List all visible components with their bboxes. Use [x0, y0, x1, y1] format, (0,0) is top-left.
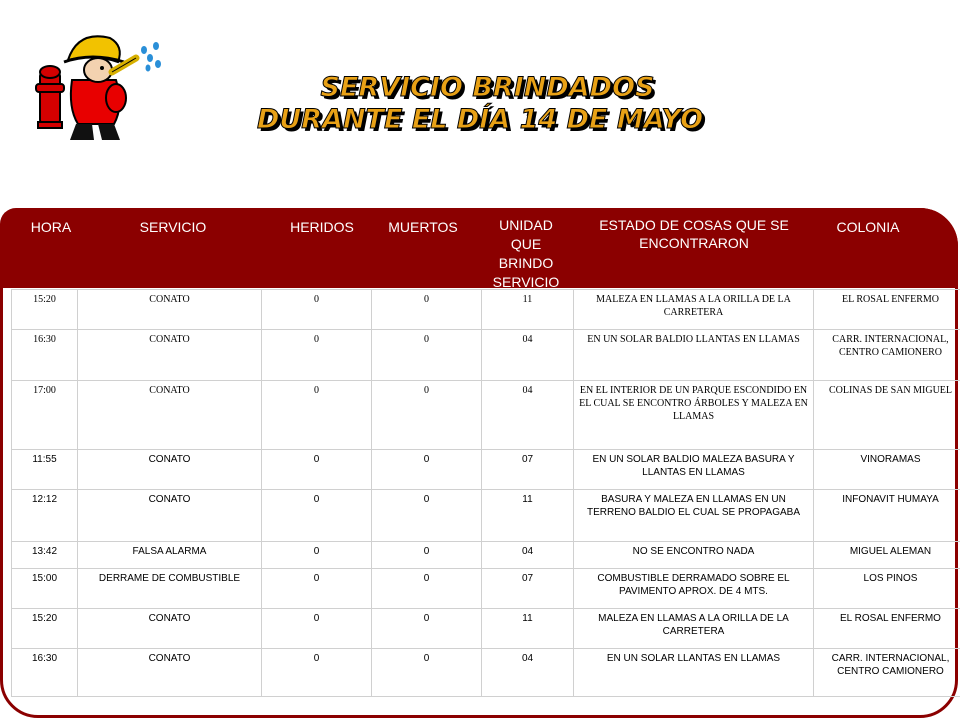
cell-hora: 12:12 [12, 490, 78, 542]
cell-colonia: MIGUEL ALEMAN [814, 542, 960, 569]
cell-heridos: 0 [262, 330, 372, 381]
services-table [11, 289, 960, 697]
table-row [12, 290, 960, 330]
cell-unidad: 07 [482, 569, 574, 609]
cell-colonia: CARR. INTERNACIONAL, CENTRO CAMIONERO [814, 330, 960, 381]
cell-heridos: 0 [262, 569, 372, 609]
header-unidad-line-2: QUE [510, 236, 542, 252]
cell-servicio: CONATO [78, 490, 262, 542]
table-row [12, 490, 960, 542]
cell-muertos: 0 [372, 609, 482, 649]
cell-heridos: 0 [262, 290, 372, 330]
cell-colonia: CARR. INTERNACIONAL, CENTRO CAMIONERO [814, 649, 960, 697]
table-row [12, 542, 960, 569]
cell-estado: MALEZA EN LLAMAS A LA ORILLA DE LA CARRETERA [574, 609, 814, 649]
cell-muertos: 0 [372, 330, 482, 381]
cell-hora: 17:00 [12, 381, 78, 450]
cell-unidad: 04 [482, 649, 574, 697]
header-colonia: COLONIA [836, 219, 900, 235]
cell-unidad: 04 [482, 381, 574, 450]
table-row [12, 649, 960, 697]
cell-estado: MALEZA EN LLAMAS A LA ORILLA DE LA CARRETERA [574, 290, 814, 330]
header-unidad [486, 216, 566, 292]
header-unidad-line-3: BRINDO [498, 255, 554, 271]
cell-heridos: 0 [262, 649, 372, 697]
cell-servicio: CONATO [78, 609, 262, 649]
header-heridos: HERIDOS [290, 219, 354, 235]
cell-colonia: LOS PINOS [814, 569, 960, 609]
cell-muertos: 0 [372, 649, 482, 697]
cell-hora: 11:55 [12, 450, 78, 490]
cell-servicio: CONATO [78, 450, 262, 490]
cell-muertos: 0 [372, 381, 482, 450]
header-muertos: MUERTOS [388, 219, 458, 235]
title-line-1: SERVICIO BRINDADOS [320, 72, 655, 103]
header-estado-line-1: ESTADO DE COSAS QUE SE [599, 217, 789, 233]
header-servicio: SERVICIO [139, 219, 207, 235]
cell-heridos: 0 [262, 381, 372, 450]
cell-muertos: 0 [372, 490, 482, 542]
header-estado-line-2: ENCONTRARON [639, 235, 749, 251]
table-header [0, 208, 958, 288]
cell-unidad: 11 [482, 490, 574, 542]
table-row [12, 450, 960, 490]
cell-servicio: CONATO [78, 381, 262, 450]
cell-estado: BASURA Y MALEZA EN LLAMAS EN UN TERRENO BALDIO EL CUAL SE PROPAGABA [574, 490, 814, 542]
cell-unidad: 04 [482, 330, 574, 381]
table-row [12, 609, 960, 649]
cell-muertos: 0 [372, 450, 482, 490]
cell-servicio: CONATO [78, 330, 262, 381]
page-title [200, 72, 760, 136]
cell-unidad: 11 [482, 290, 574, 330]
cell-muertos: 0 [372, 290, 482, 330]
cell-hora: 15:20 [12, 290, 78, 330]
cell-hora: 13:42 [12, 542, 78, 569]
cell-estado: EN UN SOLAR LLANTAS EN LLAMAS [574, 649, 814, 697]
cell-heridos: 0 [262, 542, 372, 569]
table-row [12, 330, 960, 381]
header-unidad-line-1: UNIDAD [499, 217, 553, 233]
cell-muertos: 0 [372, 542, 482, 569]
header-unidad-line-4: SERVICIO [492, 274, 560, 290]
cell-colonia: INFONAVIT HUMAYA [814, 490, 960, 542]
header-estado [572, 216, 816, 252]
cell-colonia: VINORAMAS [814, 450, 960, 490]
cell-hora: 15:00 [12, 569, 78, 609]
cell-estado: NO SE ENCONTRO NADA [574, 542, 814, 569]
cell-hora: 16:30 [12, 649, 78, 697]
cell-colonia: EL ROSAL ENFERMO [814, 290, 960, 330]
cell-heridos: 0 [262, 450, 372, 490]
firefighter-mascot-icon [28, 28, 168, 146]
cell-unidad: 04 [482, 542, 574, 569]
cell-servicio: CONATO [78, 290, 262, 330]
cell-heridos: 0 [262, 490, 372, 542]
cell-hora: 16:30 [12, 330, 78, 381]
cell-muertos: 0 [372, 569, 482, 609]
cell-heridos: 0 [262, 609, 372, 649]
cell-unidad: 11 [482, 609, 574, 649]
cell-colonia: EL ROSAL ENFERMO [814, 609, 960, 649]
cell-hora: 15:20 [12, 609, 78, 649]
cell-colonia: COLINAS DE SAN MIGUEL [814, 381, 960, 450]
cell-estado: EN UN SOLAR BALDIO LLANTAS EN LLAMAS [574, 330, 814, 381]
cell-servicio: FALSA ALARMA [78, 542, 262, 569]
header-hora: HORA [30, 219, 72, 235]
cell-servicio: DERRAME DE COMBUSTIBLE [78, 569, 262, 609]
title-line-2: DURANTE EL DÍA 14 DE MAYO [256, 104, 704, 135]
table-row [12, 569, 960, 609]
cell-estado: EN UN SOLAR BALDIO MALEZA BASURA Y LLANTAS EN LLAMAS [574, 450, 814, 490]
cell-unidad: 07 [482, 450, 574, 490]
cell-estado: COMBUSTIBLE DERRAMADO SOBRE EL PAVIMENTO APROX. DE 4 MTS. [574, 569, 814, 609]
table-row [12, 381, 960, 450]
cell-estado: EN EL INTERIOR DE UN PARQUE ESCONDIDO EN EL CUAL SE ENCONTRO ÁRBOLES Y MALEZA EN LLAMAS [574, 381, 814, 450]
cell-servicio: CONATO [78, 649, 262, 697]
